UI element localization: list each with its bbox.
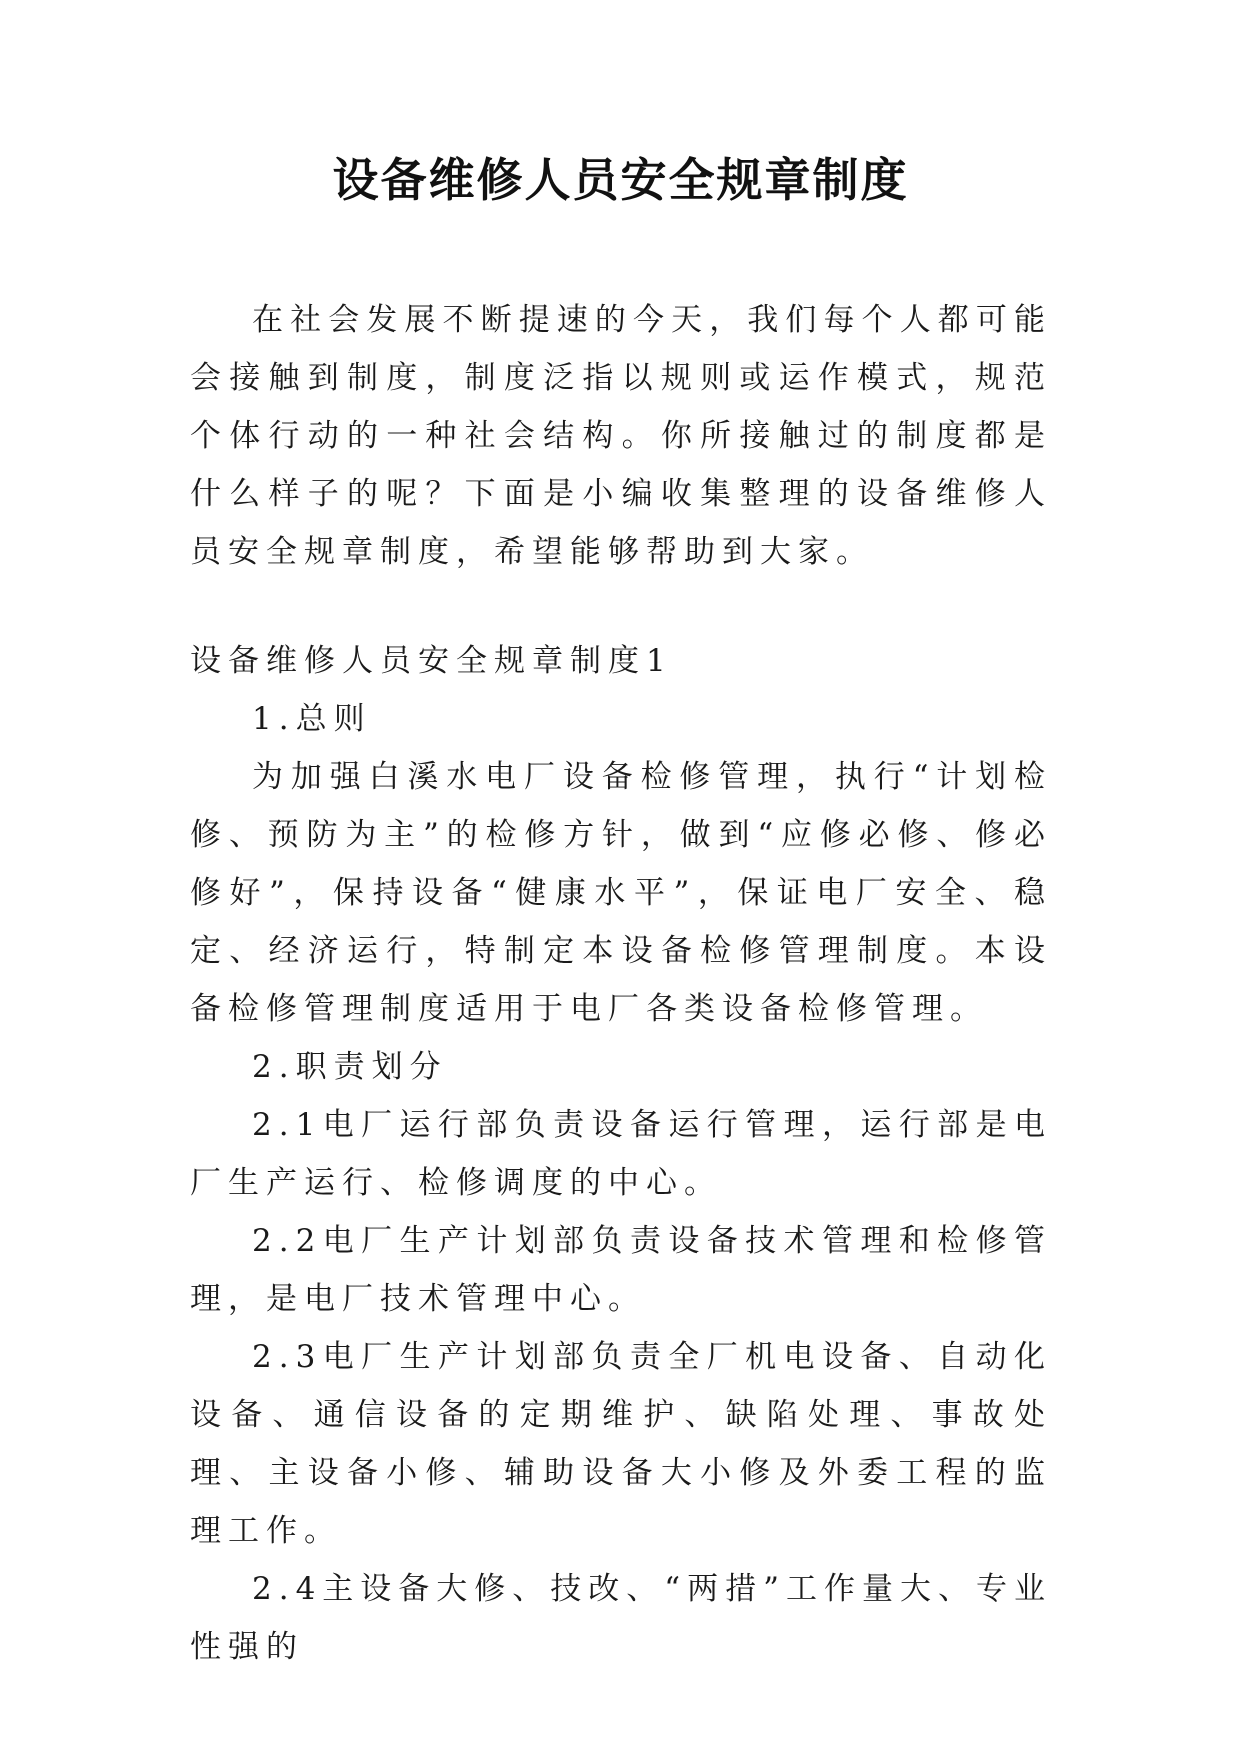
paragraph-general-heading: 1.总则	[252, 701, 372, 737]
intro-paragraph: 在社会发展不断提速的今天，我们每个人都可能会接触到制度，制度泛指以规则或运作模式，规范个体行动的一种社会结构。你所接触过的制度都是什么样子的呢？下面是小编收集整理的设备维修人员安全规章制度，希望能够帮助到大家。	[190, 302, 1052, 570]
paragraph-duty-2-3: 2.3电厂生产计划部负责全厂机电设备、自动化设备、通信设备的定期维护、缺陷处理、事故处理、主设备小修、辅助设备大小修及外委工程的监理工作。	[190, 1339, 1052, 1549]
paragraph-duty-2-1: 2.1电厂运行部负责设备运行管理，运行部是电厂生产运行、检修调度的中心。	[190, 1107, 1052, 1201]
paragraph-duty-2-2: 2.2电厂生产计划部负责设备技术管理和检修管理，是电厂技术管理中心。	[190, 1223, 1052, 1317]
paragraph-duty-2-4: 2.4主设备大修、技改、“两措”工作量大、专业性强的	[190, 1571, 1052, 1665]
intro-block	[190, 291, 1052, 581]
content-block	[190, 632, 1052, 1676]
paragraph-general-text: 为加强白溪水电厂设备检修管理，执行“计划检修、预防为主”的检修方针，做到“应修必修、修必修好”，保持设备“健康水平”，保证电厂安全、稳定、经济运行，特制定本设备检修管理制度。本设备检修管理制度适用于电厂各类设备检修管理。	[190, 759, 1052, 1027]
paragraph-duties-heading: 2.职责划分	[252, 1049, 448, 1085]
document-title: 设备维修人员安全规章制度	[332, 153, 909, 207]
section-heading: 设备维修人员安全规章制度1	[190, 643, 673, 679]
